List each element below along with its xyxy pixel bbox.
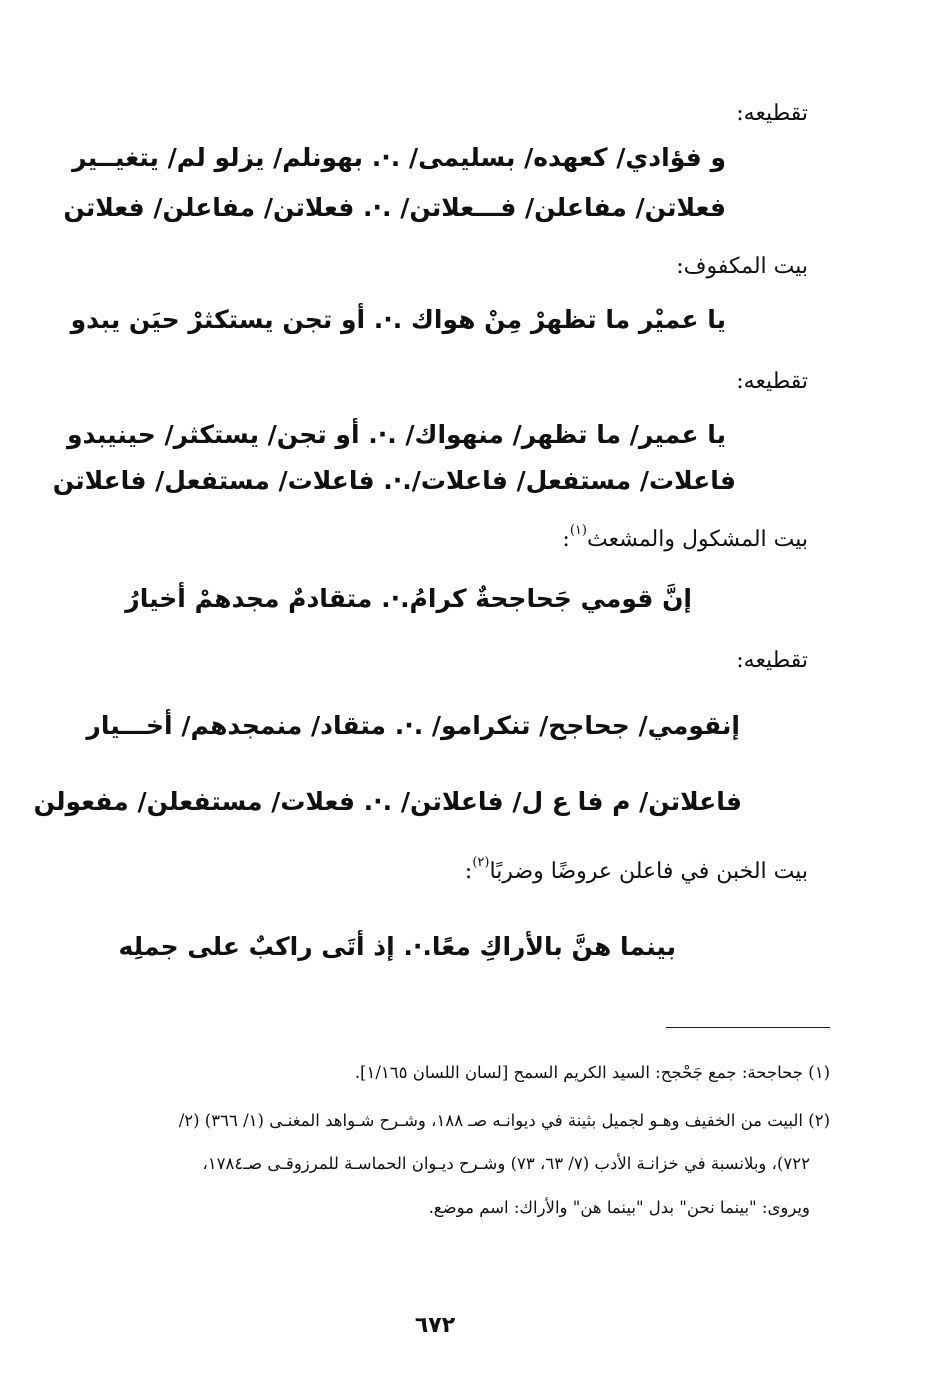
footnote-reference: (٢) — [472, 855, 490, 870]
section-label: تقطيعه: — [736, 101, 808, 126]
section-label: تقطيعه: — [736, 369, 808, 394]
footnote-2: (٢) البيت من الخفيف وهـو لجميل بثينة في ديوانـه صـ ١٨٨، وشـرح شـواهد المغنـى (١/ ٣٦٦) (٢/ — [178, 1111, 830, 1130]
scansion-line: إنقومي/ جحاجح/ تنكرامو/ .·. متقاد/ منمجدهم/ أخـــيار — [86, 711, 740, 740]
meter-feet-line: فاعلاتن/ م فا ع ل/ فاعلاتن/ .·. فعلات/ مستفعلن/ مفعولن — [33, 787, 742, 816]
footnote-2-continuation: ٧٢٢)، وبلانسبة في خزانـة الأدب (٧/ ٦٣، ٧٣) وشـرح ديـوان الحماسـة للمرزوقـى صـ١٧٨٤، — [202, 1154, 810, 1173]
footnote-2-continuation: ويروى: "بينما نحن" بدل "بينما هن" والأراك: اسم موضع. — [428, 1198, 810, 1217]
label-colon: : — [562, 527, 570, 552]
label-colon: : — [464, 859, 473, 884]
scansion-line: يا عمير/ ما تظهر/ منهواك/ .·. أو تجن/ يستكثر/ حينيبدو — [66, 420, 726, 449]
poem-verse: إنَّ قومي جَحاجحةٌ كرامُ.·. متقادمٌ مجدهمْ أخيارُ — [125, 584, 692, 613]
footnote-reference: (١) — [569, 523, 587, 538]
section-label — [464, 855, 808, 884]
scansion-line: و فؤادي/ كعهده/ بسليمى/ .·. بهونلم/ يزلو لم/ يتغيــير — [72, 143, 726, 172]
footnote-divider — [666, 1027, 830, 1028]
meter-feet-line: فاعلات/ مستفعل/ فاعلات/.·. فاعلات/ مستفعل/ فاعلاتن — [52, 466, 736, 495]
poem-verse: بينما هنَّ بالأراكِ معًا.·. إذ أتَى راكبٌ على جملِه — [118, 932, 676, 961]
poem-verse: يا عميْر ما تظهرْ مِنْ هواك .·. أو تجن يستكثرْ حيَن يبدو — [70, 305, 726, 334]
meter-feet-line: فعلاتن/ مفاعلن/ فـــعلاتن/ .·. فعلاتن/ مفاعلن/ فعلاتن — [63, 193, 726, 222]
section-label: بيت المكفوف: — [676, 254, 808, 279]
section-label-text: بيت الخبن في فاعلن عروضًا وضربًا — [489, 859, 808, 884]
section-label: تقطيعه: — [736, 648, 808, 673]
section-label — [562, 523, 808, 552]
footnote-1: (١) جحاجحة: جمع جَحْجح: السيد الكريم السمح [لسان اللسان ١/١٦٥]. — [354, 1063, 830, 1082]
page-number: ٦٧٢ — [414, 1313, 456, 1338]
section-label-text: بيت المشكول والمشعث — [586, 527, 808, 552]
